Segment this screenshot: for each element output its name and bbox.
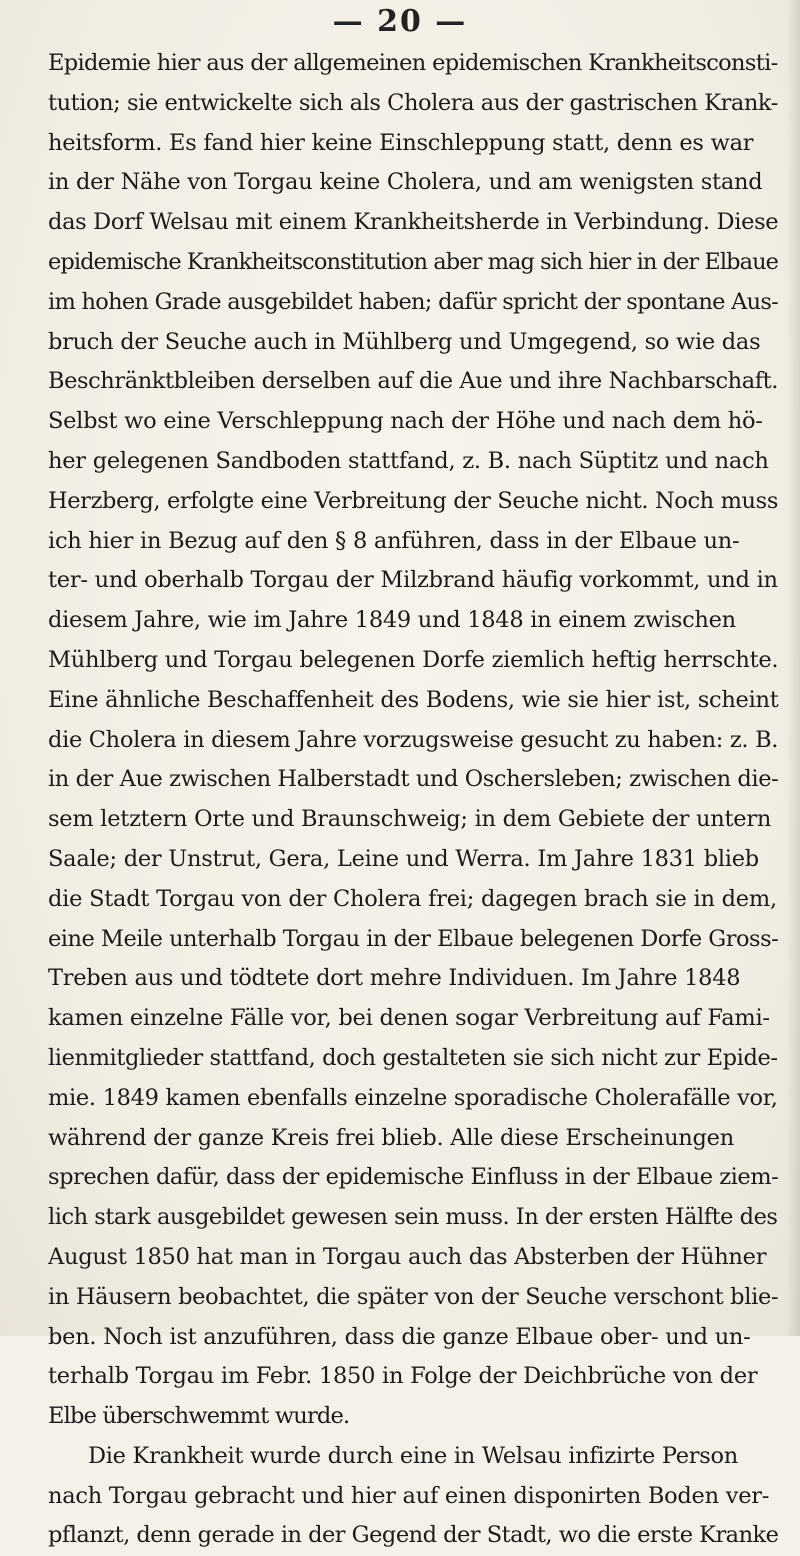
text-line: sem letztern Orte und Braunschweig; in dem Gebiete der untern <box>48 806 772 833</box>
text-line: in der Aue zwischen Halberstadt und Oschersleben; zwischen die- <box>48 766 779 793</box>
text-line: tution; sie entwickelte sich als Cholera aus der gastrischen Krank- <box>48 89 778 116</box>
text-line: Treben aus und tödtete dort mehre Individuen. Im Jahre 1848 <box>48 965 741 992</box>
text-line: pflanzt, denn gerade in der Gegend der Stadt, wo die erste Kranke <box>48 1522 779 1549</box>
text-line: lienmitglieder stattfand, doch gestalteten sie sich nicht zur Epide- <box>48 1044 778 1071</box>
text-line: Selbst wo eine Verschleppung nach der Höhe und nach dem hö- <box>48 408 763 435</box>
text-line: Elbe überschwemmt wurde. <box>48 1403 350 1430</box>
text-line: mie. 1849 kamen ebenfalls einzelne sporadische Cholerafälle vor, <box>48 1084 778 1111</box>
text-line: ben. Noch ist anzuführen, dass die ganze Elbaue ober- und un- <box>48 1323 751 1350</box>
text-line: ter- und oberhalb Torgau der Milzbrand häufig vorkommt, und in <box>48 567 778 594</box>
paragraph-start-line: Die Krankheit wurde durch eine in Welsau infizirte Person <box>88 1442 738 1469</box>
text-line: in Häusern beobachtet, die später von der Seuche verschont blie- <box>48 1283 779 1310</box>
text-line: sprechen dafür, dass der epidemische Einfluss in der Elbaue ziem- <box>48 1164 779 1191</box>
text-line: das Dorf Welsau mit einem Krankheitsherde in Verbindung. Diese <box>48 209 779 236</box>
text-line: während der ganze Kreis frei blieb. Alle diese Erscheinungen <box>48 1124 734 1151</box>
text-line: Herzberg, erfolgte eine Verbreitung der Seuche nicht. Noch muss <box>48 487 778 514</box>
text-line: her gelegenen Sandboden stattfand, z. B. nach Süptitz und nach <box>48 447 769 474</box>
text-line: die Stadt Torgau von der Cholera frei; dagegen brach sie in dem, <box>48 885 777 912</box>
text-line: August 1850 hat man in Torgau auch das Absterben der Hühner <box>48 1243 767 1270</box>
text-line: bruch der Seuche auch in Mühlberg und Umgegend, so wie das <box>48 328 761 355</box>
text-line: die Cholera in diesem Jahre vorzugsweise gesucht zu haben: z. B. <box>48 726 779 753</box>
text-line: im hohen Grade ausgebildet haben; dafür spricht der spontane Aus- <box>48 288 779 315</box>
text-line: diesem Jahre, wie im Jahre 1849 und 1848 in einem zwischen <box>48 607 736 634</box>
page-edge-shadow <box>786 0 800 1336</box>
text-line: kamen einzelne Fälle vor, bei denen sogar Verbreitung auf Fami- <box>48 1005 770 1032</box>
body-text <box>48 44 800 1556</box>
text-line: Beschränktbleiben derselben auf die Aue und ihre Nachbarschaft. <box>48 368 778 395</box>
page-number-header: — 20 — <box>332 4 468 39</box>
text-line: in der Nähe von Torgau keine Cholera, und am wenigsten stand <box>48 169 763 196</box>
text-line: nach Torgau gebracht und hier auf einen disponirten Boden ver- <box>48 1482 770 1509</box>
text-line: ich hier in Bezug auf den § 8 anführen, dass in der Elbaue un- <box>48 527 740 554</box>
text-line: Mühlberg und Torgau belegenen Dorfe ziemlich heftig herrschte. <box>48 646 779 673</box>
text-line: epidemische Krankheitsconstitution aber mag sich hier in der Elbaue <box>48 248 779 275</box>
text-line: Epidemie hier aus der allgemeinen epidemischen Krankheitsconsti- <box>48 50 778 76</box>
text-line: eine Meile unterhalb Torgau in der Elbaue belegenen Dorfe Gross- <box>48 925 779 952</box>
text-line: Eine ähnliche Beschaffenheit des Bodens, wie sie hier ist, scheint <box>48 686 779 713</box>
text-line: lich stark ausgebildet gewesen sein muss. In der ersten Hälfte des <box>48 1204 778 1231</box>
text-line: heitsform. Es fand hier keine Einschleppung statt, denn es war <box>48 129 754 156</box>
text-line: Saale; der Unstrut, Gera, Leine und Werra. Im Jahre 1831 blieb <box>48 845 759 872</box>
text-line: terhalb Torgau im Febr. 1850 in Folge der Deichbrüche von der <box>48 1363 758 1390</box>
